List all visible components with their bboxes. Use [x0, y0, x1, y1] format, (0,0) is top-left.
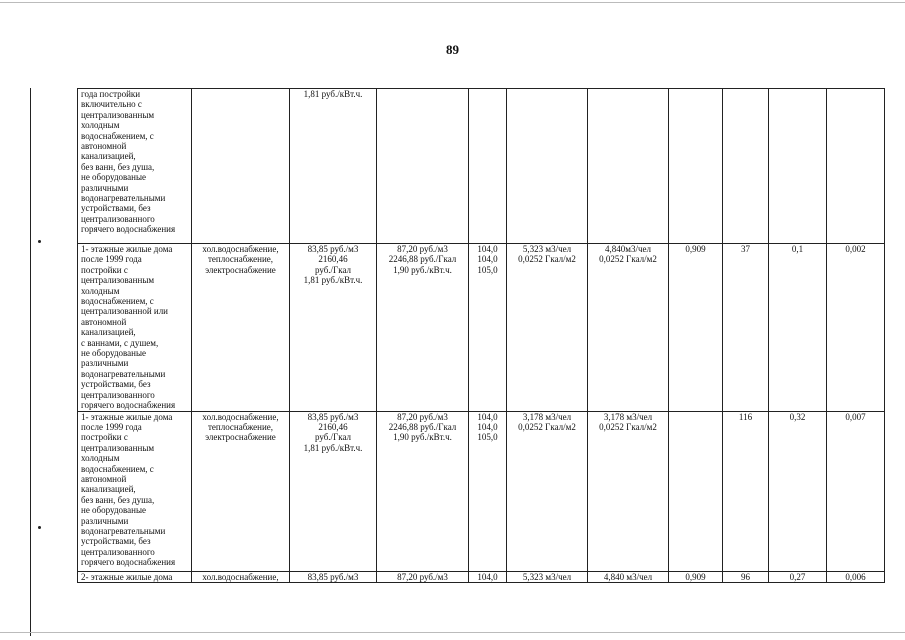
cell-norm-new: 4,840м3/чел 0,0252 Гкал/м2	[588, 244, 669, 412]
page-number: 89	[446, 42, 459, 57]
cell-col8	[669, 89, 723, 244]
cell-col9	[723, 89, 769, 244]
cell-col9: 116	[723, 411, 769, 571]
table-row	[78, 411, 885, 571]
cell-tariff-2012: 1,81 руб./кВт.ч.	[290, 89, 377, 244]
cell-services: хол.водоснабжение,	[192, 571, 290, 582]
table-row	[78, 571, 885, 582]
cell-tariff-2012: 83,85 руб./м3 2160,46 руб./Гкал 1,81 руб./кВт.ч.	[290, 244, 377, 412]
table-row	[78, 244, 885, 412]
cell-col10: 0,27	[769, 571, 827, 582]
scan-speck	[38, 240, 41, 243]
tariff-table	[77, 88, 885, 583]
cell-tariff-2012: 83,85 руб./м3	[290, 571, 377, 582]
cell-norm-new: 4,840 м3/чел	[588, 571, 669, 582]
cell-col9: 96	[723, 571, 769, 582]
cell-index: 104,0 104,0 105,0	[469, 411, 507, 571]
cell-index: 104,0 104,0 105,0	[469, 244, 507, 412]
cell-col10: 0,32	[769, 411, 827, 571]
cell-norm-new: 3,178 м3/чел 0,0252 Гкал/м2	[588, 411, 669, 571]
margin-rule	[30, 88, 31, 636]
cell-col11	[827, 89, 885, 244]
cell-col11: 0,002	[827, 244, 885, 412]
cell-services: хол.водоснабжение, теплоснабжение, электроснабжение	[192, 411, 290, 571]
scan-speck	[38, 526, 41, 529]
cell-tariff-2013	[377, 89, 469, 244]
cell-tariff-2013: 87,20 руб./м3	[377, 571, 469, 582]
cell-col10: 0,1	[769, 244, 827, 412]
cell-col10	[769, 89, 827, 244]
cell-index: 104,0	[469, 571, 507, 582]
cell-index	[469, 89, 507, 244]
cell-description: 2- этажные жилые дома	[78, 571, 192, 582]
cell-col8: 0,909	[669, 244, 723, 412]
cell-col8	[669, 411, 723, 571]
cell-tariff-2013: 87,20 руб./м3 2246,88 руб./Гкал 1,90 руб./кВт.ч.	[377, 244, 469, 412]
cell-norm-old: 5,323 м3/чел	[507, 571, 588, 582]
table-row	[78, 89, 885, 244]
cell-norm-old	[507, 89, 588, 244]
cell-services: хол.водоснабжение, теплоснабжение, электроснабжение	[192, 244, 290, 412]
cell-col8: 0,909	[669, 571, 723, 582]
cell-norm-old: 5,323 м3/чел 0,0252 Гкал/м2	[507, 244, 588, 412]
cell-description: 1- этажные жилые дома после 1999 года постройки с централизованным холодным водоснабжением, с централизованной или автономной канализацией, с ваннами, с душем, не оборудованые различными водонагревательными устройствами, без централизованного горячего водоснабжения	[78, 244, 192, 412]
cell-col11: 0,007	[827, 411, 885, 571]
cell-col9: 37	[723, 244, 769, 412]
cell-col11: 0,006	[827, 571, 885, 582]
cell-description: года постройки включительно с централизованным холодным водоснабжением, с автономной канализацией, без ванн, без душа, не оборудованые различными водонагревательными устройствами, без централизованного горячего водоснабжения	[78, 89, 192, 244]
cell-norm-old: 3,178 м3/чел 0,0252 Гкал/м2	[507, 411, 588, 571]
cell-description: 1- этажные жилые дома после 1999 года постройки с централизованным холодным водоснабжением, с автономной канализацией, без ванн, без душа, не оборудованые различными водонагревательными устройствами, без централизованного горячего водоснабжения	[78, 411, 192, 571]
cell-norm-new	[588, 89, 669, 244]
scan-edge-top	[0, 2, 905, 3]
cell-services	[192, 89, 290, 244]
cell-tariff-2012: 83,85 руб./м3 2160,46 руб./Гкал 1,81 руб./кВт.ч.	[290, 411, 377, 571]
scan-edge-bottom	[0, 632, 905, 633]
cell-tariff-2013: 87,20 руб./м3 2246,88 руб./Гкал 1,90 руб./кВт.ч.	[377, 411, 469, 571]
